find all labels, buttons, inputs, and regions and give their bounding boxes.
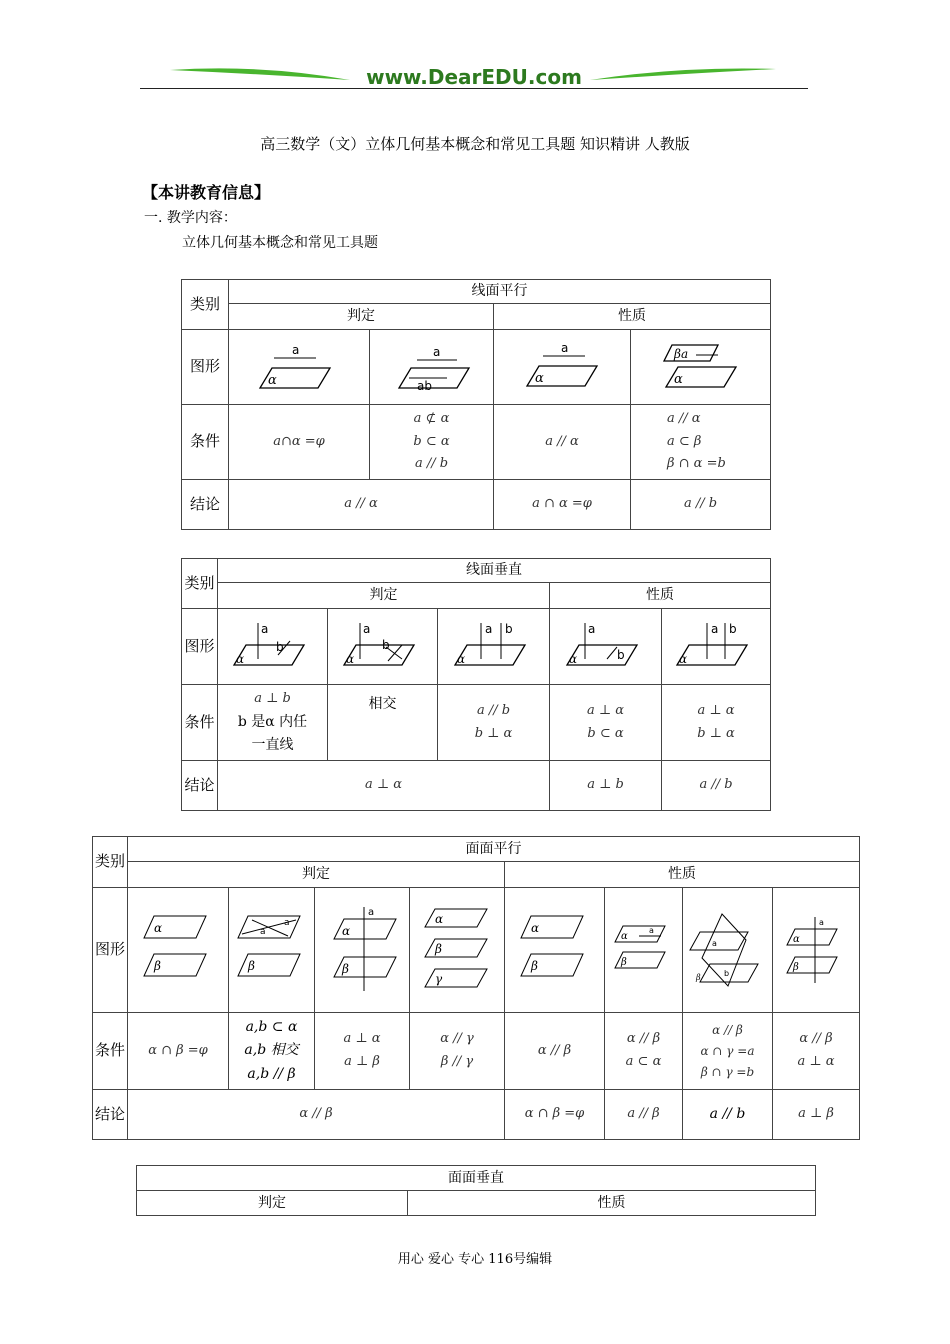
condition-cell: a // α: [494, 405, 631, 480]
figure-cell: [328, 609, 438, 685]
condition-cell: a ⊥ α a ⊥ β: [315, 1013, 410, 1090]
table-plane-plane-perpendicular: [136, 1165, 816, 1216]
figure-cell: [229, 330, 370, 405]
table-line-plane-parallel: [181, 279, 771, 530]
conclusion-cell: a ∩ α =φ: [494, 480, 631, 530]
svg-text:a: a: [711, 939, 717, 948]
three-planes-figure: [417, 905, 497, 995]
figure-label: 图形: [93, 888, 128, 1013]
figure-cell: [438, 609, 550, 685]
svg-text:b: b: [504, 621, 513, 636]
condition-cell: α // β a ⊂ α: [605, 1013, 683, 1090]
two-planes-figure: [138, 912, 218, 988]
condition-cell: a ⊥ α b ⊂ α: [550, 685, 662, 761]
svg-text:a: a: [362, 621, 370, 636]
svg-text:γ: γ: [435, 972, 443, 986]
conclusion-cell: a ⊥ b: [550, 761, 662, 811]
conclusion-cell: α ∩ β =φ: [505, 1090, 605, 1140]
svg-text:b: b: [381, 637, 390, 652]
svg-text:a: a: [368, 907, 375, 918]
property-header: 性质: [408, 1191, 816, 1216]
figure-label: 图形: [182, 330, 229, 405]
conclusion-cell: a // b: [631, 480, 771, 530]
plane-line-figure: [656, 341, 746, 393]
condition-label: 条件: [182, 685, 218, 761]
two-planes-figure: [515, 912, 595, 988]
header-rule: [140, 88, 808, 89]
perp-figure: [338, 619, 428, 675]
page-title: 高三数学（文）立体几何基本概念和常见工具题 知识精讲 人教版: [260, 135, 690, 153]
category-label: 类别: [182, 280, 229, 330]
svg-text:β: β: [530, 959, 538, 973]
section-body: 立体几何基本概念和常见工具题: [182, 235, 378, 251]
conclusion-cell: a // b: [662, 761, 771, 811]
judge-header: 判定: [218, 583, 550, 609]
svg-text:b: b: [729, 621, 737, 636]
two-planes-figure: [322, 905, 402, 995]
svg-text:a: a: [283, 918, 290, 928]
svg-text:a: a: [648, 926, 654, 935]
perp-figure: [449, 619, 539, 675]
condition-cell: α // γ β // γ: [410, 1013, 505, 1090]
intersect-planes-figure: [688, 910, 768, 990]
figure-cell: [631, 330, 771, 405]
condition-cell: a // α a ⊂ β β ∩ α =b: [631, 405, 771, 480]
conclusion-label: 结论: [93, 1090, 128, 1140]
condition-cell: a ⊄ α b ⊂ α a // b: [370, 405, 494, 480]
svg-text:a: a: [259, 927, 266, 937]
property-header: 性质: [550, 583, 771, 609]
condition-label: 条件: [93, 1013, 128, 1090]
table-line-plane-perpendicular: [181, 558, 771, 811]
figure-cell: [550, 609, 662, 685]
svg-text:β: β: [620, 957, 627, 968]
condition-cell: α // β a ⊥ α: [773, 1013, 860, 1090]
svg-text:α: α: [793, 934, 800, 945]
svg-text:β: β: [342, 962, 349, 976]
condition-cell: 相交: [328, 685, 438, 761]
label-ab: ab: [416, 379, 432, 392]
two-planes-figure: [781, 915, 851, 985]
condition-cell: a∩α =φ: [229, 405, 370, 480]
condition-cell: a,b ⊂ α a,b 相交 a,b // β: [229, 1013, 315, 1090]
figure-cell: [773, 888, 860, 1013]
property-header: 性质: [494, 304, 771, 330]
svg-text:β: β: [695, 973, 701, 982]
condition-cell: α // β α ∩ γ =a β ∩ γ =b: [683, 1013, 773, 1090]
left-swoosh: [170, 68, 350, 80]
figure-cell: [683, 888, 773, 1013]
two-planes-figure: [609, 920, 679, 980]
condition-cell: a ⊥ b b 是α 内任 一直线: [218, 685, 328, 761]
logo-text: www.DearEDU.com: [366, 65, 582, 89]
table-plane-plane-parallel: [92, 836, 860, 1140]
svg-text:β: β: [435, 942, 442, 956]
conclusion-cell: a // b: [683, 1090, 773, 1140]
svg-text:a: a: [587, 621, 595, 636]
svg-text:α: α: [345, 651, 354, 666]
condition-cell: α ∩ β =φ: [128, 1013, 229, 1090]
svg-text:a: a: [260, 621, 268, 636]
right-swoosh: [590, 68, 776, 80]
judge-header: 判定: [137, 1191, 408, 1216]
label-beta-a: βa: [673, 347, 688, 361]
table-title: 线面垂直: [218, 559, 771, 583]
figure-cell: [410, 888, 505, 1013]
table-title: 面面平行: [128, 837, 860, 862]
two-planes-figure: [232, 912, 312, 988]
svg-text:b: b: [616, 647, 625, 662]
condition-label: 条件: [182, 405, 229, 480]
conclusion-label: 结论: [182, 480, 229, 530]
figure-cell: [315, 888, 410, 1013]
table-title: 面面垂直: [137, 1166, 816, 1191]
conclusion-cell: a // α: [229, 480, 494, 530]
svg-text:α: α: [620, 931, 628, 942]
perp-figure: [561, 619, 651, 675]
label-a: a: [561, 342, 569, 355]
svg-text:α: α: [342, 924, 351, 938]
svg-text:a: a: [819, 918, 824, 927]
svg-text:β: β: [247, 959, 255, 973]
figure-cell: [229, 888, 315, 1013]
svg-text:β: β: [154, 959, 161, 973]
perp-figure: [671, 619, 761, 675]
info-heading: 【本讲教育信息】: [142, 183, 271, 202]
figure-cell: [605, 888, 683, 1013]
judge-header: 判定: [229, 304, 494, 330]
property-header: 性质: [505, 862, 860, 888]
category-label: 类别: [182, 559, 218, 609]
conclusion-cell: α // β: [128, 1090, 505, 1140]
conclusion-cell: a // β: [605, 1090, 683, 1140]
figure-cell: [218, 609, 328, 685]
plane-line-figure: [254, 342, 344, 392]
category-label: 类别: [93, 837, 128, 888]
conclusion-cell: a ⊥ α: [218, 761, 550, 811]
svg-text:a: a: [484, 621, 492, 636]
label-alpha: α: [673, 372, 683, 387]
svg-text:b: b: [723, 969, 729, 978]
label-a: a: [432, 345, 440, 359]
figure-cell: [494, 330, 631, 405]
condition-cell: a // b b ⊥ α: [438, 685, 550, 761]
figure-cell: [662, 609, 771, 685]
conclusion-label: 结论: [182, 761, 218, 811]
label-alpha: α: [268, 373, 277, 388]
plane-line-figure: [517, 342, 607, 392]
svg-text:α: α: [235, 651, 244, 666]
svg-text:a: a: [711, 621, 719, 636]
perp-figure: [228, 619, 318, 675]
judge-header: 判定: [128, 862, 505, 888]
figure-cell: [370, 330, 494, 405]
section-heading: 一. 教学内容：: [144, 210, 237, 226]
svg-text:α: α: [154, 921, 163, 935]
page-footer: 用心 爱心 专心 116号编辑: [397, 1252, 553, 1267]
conclusion-cell: a ⊥ β: [773, 1090, 860, 1140]
label-alpha: α: [535, 371, 544, 386]
svg-text:β: β: [793, 962, 799, 973]
condition-cell: a ⊥ α b ⊥ α: [662, 685, 771, 761]
figure-cell: [505, 888, 605, 1013]
table-title: 线面平行: [229, 280, 771, 304]
label-a: a: [292, 343, 300, 357]
svg-text:α: α: [435, 912, 444, 926]
figure-cell: [128, 888, 229, 1013]
svg-text:α: α: [456, 651, 465, 666]
svg-text:α: α: [679, 651, 688, 666]
plane-line-figure: [387, 342, 477, 392]
svg-text:b: b: [275, 639, 284, 654]
condition-cell: α // β: [505, 1013, 605, 1090]
svg-text:α: α: [530, 921, 539, 935]
svg-text:α: α: [568, 651, 577, 666]
figure-label: 图形: [182, 609, 218, 685]
